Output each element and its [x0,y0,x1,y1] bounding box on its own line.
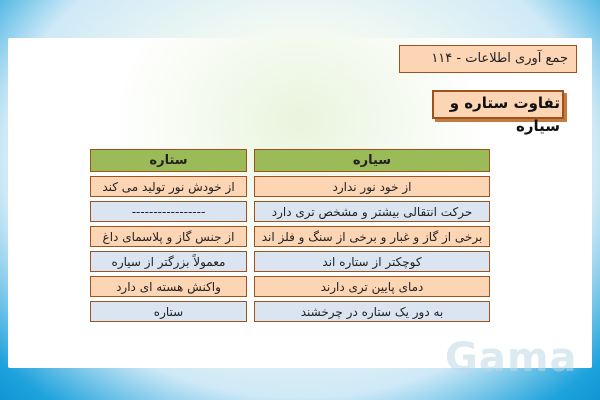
planet-row: از خود نور ندارد [254,176,490,197]
watermark-logo: Gama [445,335,578,381]
header-label: جمع آوری اطلاعات - ۱۱۴ [399,45,577,73]
planet-table-heading: سیاره [254,149,490,172]
planet-row: برخی از گاز و غبار و برخی از سنگ و فلز اند [254,226,490,247]
planet-row: به دور یک ستاره در چرخشند [254,301,490,322]
planet-row: حرکت انتقالی بیشتر و مشخص تری دارد [254,201,490,222]
star-row: از جنس گاز و پلاسمای داغ [90,226,247,247]
star-row: از خودش نور تولید می کند [90,176,247,197]
star-table [90,145,247,326]
star-row: معمولاً بزرگتر از سیاره [90,251,247,272]
star-row: ----------------- [90,201,247,222]
planet-row: دمای پایین تری دارند [254,276,490,297]
planet-row: کوچکتر از ستاره اند [254,251,490,272]
star-row: ستاره [90,301,247,322]
star-table-heading: ستاره [90,149,247,172]
title-line-2: سیاره [516,117,560,135]
title-line-1: تفاوت ستاره و [449,94,560,112]
star-row: واکنش هسته ای دارد [90,276,247,297]
planet-table [254,145,490,326]
